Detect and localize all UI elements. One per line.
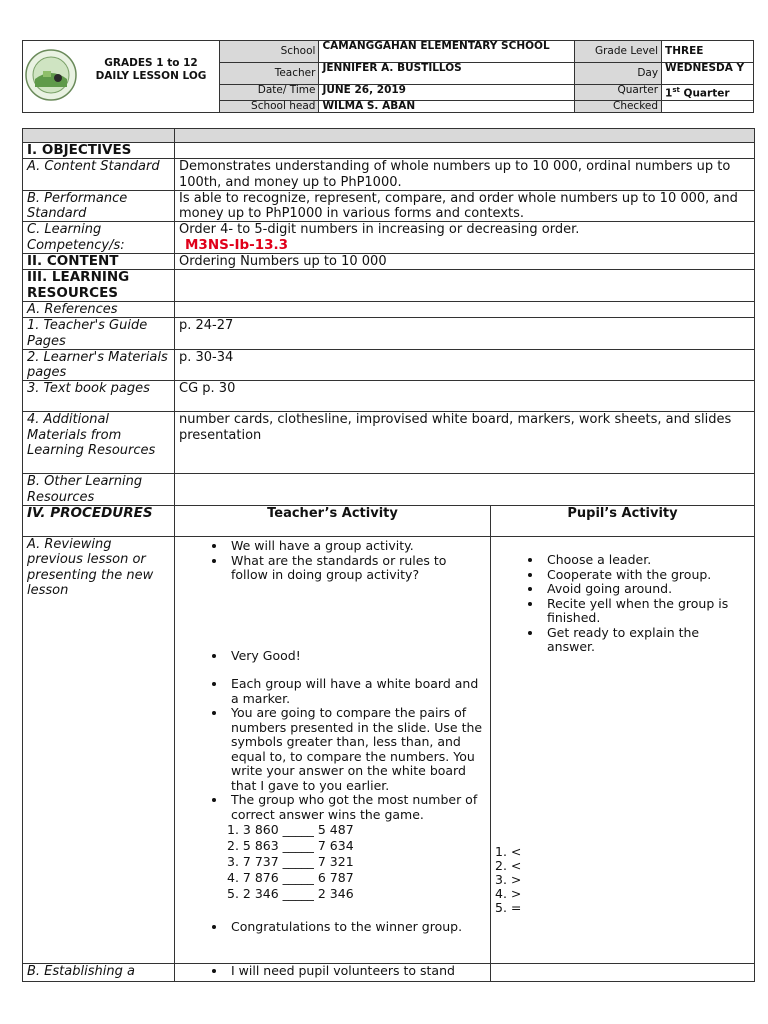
establishing-teacher-cell — [175, 964, 491, 982]
school-value: CAMANGGAHAN ELEMENTARY SCHOOL — [319, 41, 575, 63]
teacher-guide-label: 1. Teacher's Guide Pages — [23, 318, 175, 350]
quarter-word: Quarter — [679, 87, 730, 100]
pupil-bullets — [495, 553, 750, 655]
teacher-guide-value: p. 24-27 — [175, 318, 755, 350]
answer-item: 1. < — [495, 843, 522, 859]
content-standard-label: A. Content Standard — [23, 159, 175, 191]
objectives-title: I. OBJECTIVES — [23, 143, 175, 159]
teacher-activity-cell — [175, 537, 491, 964]
objectives-blank — [175, 143, 755, 159]
date-value: JUNE 26, 2019 — [319, 85, 575, 101]
header-blank-2 — [175, 129, 755, 143]
learner-materials-value: p. 30-34 — [175, 349, 755, 381]
textbook-value: CG p. 30 — [175, 381, 755, 412]
number-pair: 2. 5 863 _____ 7 634 — [227, 838, 354, 854]
date-label: Date/ Time — [219, 85, 319, 101]
school-logo — [25, 49, 77, 101]
references-blank — [175, 301, 755, 317]
day-label: Day — [575, 63, 662, 85]
teacher-label: Teacher — [219, 63, 319, 85]
header-blank-1 — [23, 129, 175, 143]
answer-item: 5. = — [495, 899, 522, 915]
establishing-bullets — [179, 964, 486, 979]
grade-label: Grade Level — [575, 41, 662, 63]
pupil-activity-cell — [491, 537, 755, 964]
teacher-bullet: • Congratulations to the winner group. — [227, 920, 486, 935]
head-value: WILMA S. ABAN — [319, 100, 575, 112]
competency-value: Order 4- to 5-digit numbers in increasing or decreasing order. — [179, 222, 580, 238]
content-value: Ordering Numbers up to 10 000 — [175, 254, 755, 270]
competency-code: M3NS-Ib-13.3 — [185, 236, 289, 253]
performance-standard-label: B. Performance Standard — [23, 190, 175, 222]
pupil-bullet: • Recite yell when the group is finished. — [543, 597, 750, 626]
pupil-bullet: • Cooperate with the group. — [543, 568, 750, 583]
grade-value: THREE — [662, 41, 754, 63]
head-label: School head — [219, 100, 319, 112]
learner-materials-label: 2. Learner's Materials pages — [23, 349, 175, 381]
pupil-activity-header: Pupil’s Activity — [491, 506, 755, 537]
answer-item: 2. < — [495, 857, 522, 873]
other-resources-label: B. Other Learning Resources — [23, 474, 175, 506]
answer-item: 4. > — [495, 885, 522, 901]
teacher-bullet: • I will need pupil volunteers to stand — [227, 964, 486, 979]
answers-list — [495, 845, 750, 915]
number-pairs-list — [179, 822, 486, 902]
log-title-line-2: DAILY LESSON LOG — [95, 70, 207, 83]
establishing-pupil-cell — [491, 964, 755, 982]
pupil-bullet: • Get ready to explain the answer. — [543, 626, 750, 655]
performance-standard-value: Is able to recognize, represent, compare, and order whole numbers up to 10 000, and money up to PhP1000 in various forms and contexts. — [175, 190, 755, 222]
header-table — [22, 40, 754, 113]
teacher-bullets-2 — [179, 677, 486, 822]
teacher-bullet-congrats — [179, 920, 486, 935]
log-title-line-1: GRADES 1 to 12 — [104, 57, 198, 70]
reviewing-label: A. Reviewing previous lesson or presenting the new lesson — [23, 537, 175, 964]
teacher-bullets-1 — [179, 539, 486, 583]
resources-blank — [175, 270, 755, 302]
teacher-bullet-good — [179, 649, 486, 664]
references-label: A. References — [23, 301, 175, 317]
table-header-row — [23, 129, 755, 143]
lesson-table — [22, 128, 755, 982]
teacher-bullet: • The group who got the most number of correct answer wins the game. — [227, 793, 486, 822]
teacher-bullet: • What are the standards or rules to follow in doing group activity? — [227, 554, 486, 583]
quarter-value — [662, 85, 754, 101]
textbook-label: 3. Text book pages — [23, 381, 175, 412]
resources-title: III. LEARNING RESOURCES — [23, 270, 175, 302]
teacher-bullet: • Very Good! — [227, 649, 486, 664]
competency-label: C. Learning Competency/s: — [23, 222, 175, 254]
additional-materials-value: number cards, clothesline, improvised white board, markers, work sheets, and slides presentation — [175, 412, 755, 474]
log-title — [85, 57, 217, 83]
content-standard-value: Demonstrates understanding of whole numbers up to 10 000, ordinal numbers up to 100th, and money up to PhP1000. — [175, 159, 755, 191]
header-title-cell — [23, 41, 220, 113]
checked-label: Checked — [575, 100, 662, 112]
teacher-value: JENNIFER A. BUSTILLOS — [319, 63, 575, 85]
checked-value — [662, 100, 754, 112]
number-pair: 3. 7 737 _____ 7 321 — [227, 854, 354, 870]
procedures-title: IV. PROCEDURES — [23, 506, 175, 537]
quarter-sup: st — [672, 86, 680, 94]
number-pair: 5. 2 346 _____ 2 346 — [227, 886, 354, 902]
number-pair: 1. 3 860 _____ 5 487 — [227, 822, 354, 838]
other-resources-value — [175, 474, 755, 506]
school-label: School — [219, 41, 319, 63]
quarter-num: 1 — [665, 87, 673, 100]
pupil-bullet: • Avoid going around. — [543, 582, 750, 597]
establishing-label: B. Establishing a — [23, 964, 175, 982]
teacher-bullet: • We will have a group activity. — [227, 539, 486, 554]
quarter-label: Quarter — [575, 85, 662, 101]
competency-cell — [175, 222, 755, 254]
content-title: II. CONTENT — [23, 254, 175, 270]
number-pair: 4. 7 876 _____ 6 787 — [227, 870, 354, 886]
teacher-bullet: • You are going to compare the pairs of numbers presented in the slide. Use the symbols greater than, less than, and equal to, to compare the numbers. You write your answer on the white board that I gave to you earlier. — [227, 706, 486, 793]
additional-materials-label: 4. Additional Materials from Learning Resources — [23, 412, 175, 474]
teacher-activity-header: Teacher’s Activity — [175, 506, 491, 537]
teacher-bullet: • Each group will have a white board and a marker. — [227, 677, 486, 706]
answer-item: 3. > — [495, 871, 522, 887]
day-value: WEDNESDA Y — [662, 63, 754, 85]
pupil-bullet: • Choose a leader. — [543, 553, 750, 568]
